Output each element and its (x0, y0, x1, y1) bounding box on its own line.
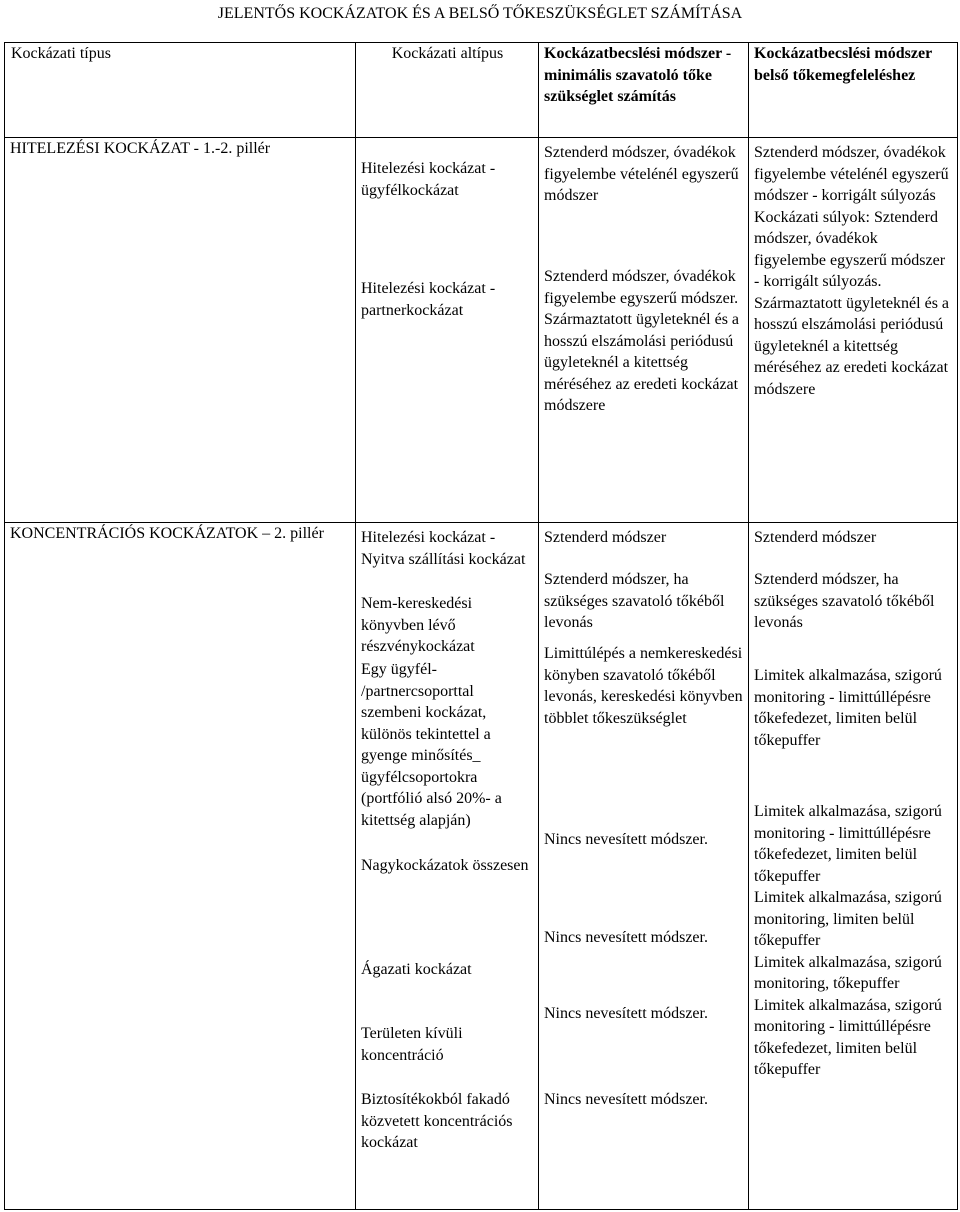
risk-type-concentration: KONCENTRÁCIÓS KOCKÁZATOK – 2. pillér (5, 523, 356, 1210)
subtype-open-delivery: Hitelezési kockázat - Nyitva szállítási kockázat (361, 529, 526, 568)
header-risk-type: Kockázati típus (5, 43, 356, 138)
concentration-min-capital-cell (539, 523, 749, 1210)
subtype-partner-risk: Hitelezési kockázat - partnerkockázat (361, 280, 496, 319)
min-capital-collateral: Nincs nevesített módszer. (544, 1091, 708, 1108)
min-capital-large-exposures: Nincs nevesített módszer. (544, 831, 708, 848)
subtype-equity-risk: Nem-kereskedési könyvben lévő részvénykockázat (361, 595, 475, 655)
min-capital-client-group: Limittúlépés a nemkereskedési könyben szavatoló tőkéből levonás, kereskedési könyvben többlet tőkeszükséglet (544, 645, 743, 727)
credit-subtypes-cell (356, 138, 539, 523)
min-capital-partner-risk: Sztenderd módszer, óvadékok figyelembe egyszerű módszer. Származtatott ügyleteknél és a hosszú elszámolási periódusú ügyleteknél a kitettség méréséhez az eredeti kockázat módszere (544, 268, 740, 414)
subtype-client-group: Egy ügyfél- /partnercsoporttal szembeni kockázat, különös tekintettel a gyenge minősítés_ ügyfélcsoportokra (portfólió alsó 20%- a kitettség alapján) (361, 661, 502, 829)
header-min-capital-method: Kockázatbecslési módszer - minimális szavatoló tőke szükséglet számítás (539, 43, 749, 138)
internal-sector: Limitek alkalmazása, szigorú monitoring, limiten belül tőkepuffer (754, 889, 942, 949)
internal-partner-risk: Kockázati súlyok: Sztenderd módszer, óvadékok figyelembe egyszerű módszer - korrigált súlyozás. Származtatott ügyleteknél és a hosszú elszámolási periódusú ügyleteknél a kitettség méréséhez az eredeti kockázat módszere (754, 208, 950, 398)
internal-client-risk: Sztenderd módszer, óvadékok figyelembe vételénél egyszerű módszer - korrigált súlyozás (754, 144, 949, 204)
subtype-large-exposures: Nagykockázatok összesen (361, 857, 529, 874)
min-capital-sector: Nincs nevesített módszer. (544, 929, 708, 946)
credit-risk-section (5, 138, 958, 523)
concentration-risk-section (5, 523, 958, 1210)
subtype-sector-risk: Ágazati kockázat (361, 961, 472, 978)
header-risk-subtype: Kockázati altípus (356, 43, 539, 138)
concentration-subtypes-cell (356, 523, 539, 1210)
table-header-row (5, 43, 958, 138)
subtype-client-risk: Hitelezési kockázat - ügyfélkockázat (361, 160, 496, 199)
risk-type-credit: HITELEZÉSI KOCKÁZAT - 1.-2. pillér (5, 138, 356, 523)
internal-large-exposures: Limitek alkalmazása, szigorú monitoring - limittúllépésre tőkefedezet, limiten belül tőkepuffer (754, 803, 942, 885)
subtype-collateral: Biztosítékokból fakadó közvetett koncentrációs kockázat (361, 1091, 513, 1151)
subtype-geographic: Területen kívüli koncentráció (361, 1025, 463, 1064)
min-capital-open-delivery: Sztenderd módszer (544, 529, 667, 546)
internal-client-group: Limitek alkalmazása, szigorú monitoring - limittúllépésre tőkefedezet, limiten belül tőkepuffer (754, 667, 942, 749)
credit-internal-cell (749, 138, 958, 523)
concentration-internal-cell (749, 523, 958, 1210)
internal-geographic: Limitek alkalmazása, szigorú monitoring, tőkepuffer (754, 953, 942, 992)
min-capital-geographic: Nincs nevesített módszer. (544, 1005, 708, 1022)
document-title: JELENTŐS KOCKÁZATOK ÉS A BELSŐ TŐKESZÜKSÉGLET SZÁMÍTÁSA (217, 5, 743, 22)
min-capital-equity: Sztenderd módszer, ha szükséges szavatoló tőkéből levonás (544, 571, 725, 631)
risk-table (4, 42, 958, 1210)
internal-collateral: Limitek alkalmazása, szigorú monitoring - limittúllépésre tőkefedezet, limiten belül tőkepuffer (754, 996, 942, 1078)
header-internal-capital-method: Kockázatbecslési módszer belső tőkemegfeleléshez (749, 43, 958, 138)
internal-open-delivery: Sztenderd módszer (754, 529, 877, 546)
credit-min-capital-cell (539, 138, 749, 523)
min-capital-client-risk: Sztenderd módszer, óvadékok figyelembe vételénél egyszerű módszer (544, 144, 739, 204)
internal-equity: Sztenderd módszer, ha szükséges szavatoló tőkéből levonás (754, 571, 935, 631)
